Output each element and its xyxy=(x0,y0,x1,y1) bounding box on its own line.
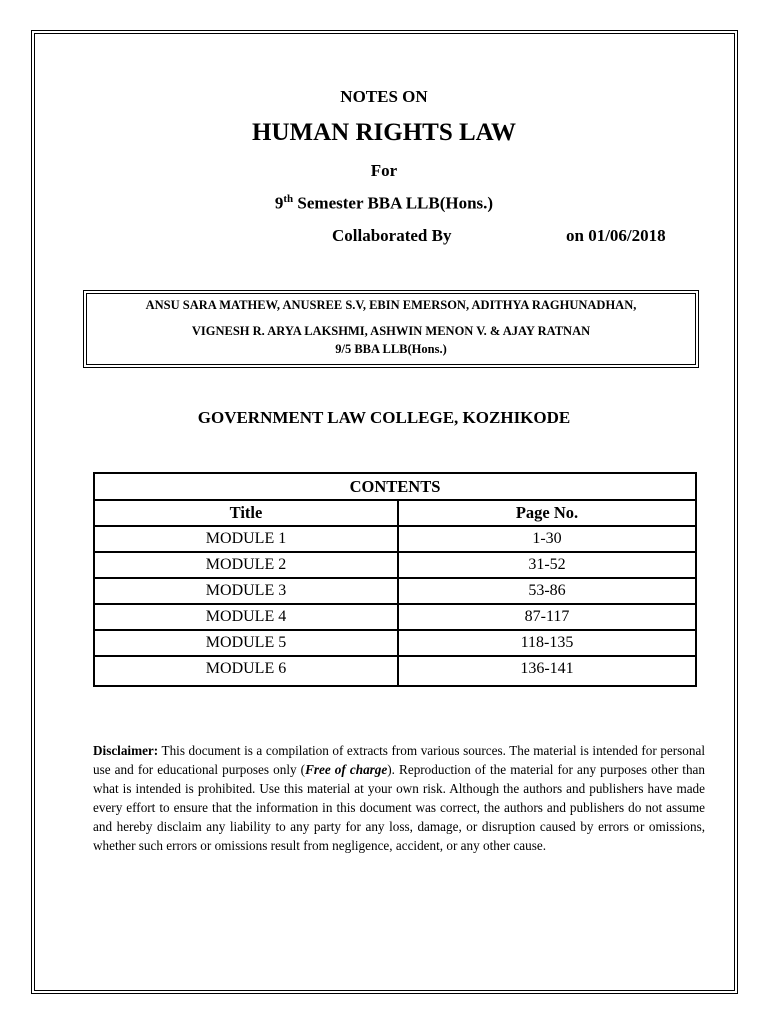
authors-box xyxy=(83,290,699,368)
contents-table xyxy=(93,472,697,687)
table-row xyxy=(94,552,696,578)
module-pages: 1-30 xyxy=(398,526,696,552)
module-title: MODULE 5 xyxy=(94,630,398,656)
collaborated-by-label: Collaborated By xyxy=(332,226,452,245)
column-header-page: Page No. xyxy=(398,500,696,526)
authors-line-1: ANSU SARA MATHEW, ANUSREE S.V, EBIN EMERSON, ADITHYA RAGHUNADHAN, xyxy=(145,298,637,312)
module-title: MODULE 3 xyxy=(94,578,398,604)
module-pages: 87-117 xyxy=(398,604,696,630)
module-title: MODULE 1 xyxy=(94,526,398,552)
disclaimer-text-2: ). Reproduction of the material for any purposes other than what is intended is prohibited. Use this material at your own risk. Although the authors and publishers have made every effort to ensure that the information in this document was correct, the authors and publishers do not assume and hereby disclaim any liability to any party for any loss, damage, or disruption caused by errors or omissions, whether such errors or omissions result from negligence, accident, or any other cause. xyxy=(93,762,706,853)
semester-number: 9 xyxy=(274,193,284,213)
table-row xyxy=(94,604,696,630)
semester-line xyxy=(0,193,768,214)
college-name: GOVERNMENT LAW COLLEGE, KOZHIKODE xyxy=(197,408,571,427)
contents-heading: CONTENTS xyxy=(94,473,696,500)
table-row xyxy=(94,526,696,552)
table-row xyxy=(94,630,696,656)
module-pages: 31-52 xyxy=(398,552,696,578)
disclaimer-label: Disclaimer: xyxy=(93,743,159,758)
authors-class: 9/5 BBA LLB(Hons.) xyxy=(335,342,447,356)
document-title: HUMAN RIGHTS LAW xyxy=(252,119,516,146)
semester-text: Semester BBA LLB(Hons.) xyxy=(293,193,494,213)
table-row xyxy=(94,578,696,604)
notes-on-heading: NOTES ON xyxy=(340,87,428,106)
disclaimer-emphasis: Free of charge xyxy=(305,762,388,777)
module-pages: 136-141 xyxy=(398,656,696,686)
collaboration-date: on 01/06/2018 xyxy=(566,226,666,245)
authors-line-2: VIGNESH R. ARYA LAKSHMI, ASHWIN MENON V. & AJAY RATNAN xyxy=(191,324,591,338)
module-title: MODULE 4 xyxy=(94,604,398,630)
for-label: For xyxy=(370,161,398,180)
disclaimer-text-1: This document is a compilation of extracts from various sources. The material is intended for personal use and for educational purposes only ( xyxy=(93,743,705,777)
column-header-title: Title xyxy=(94,500,398,526)
disclaimer-paragraph xyxy=(93,741,705,855)
module-pages: 53-86 xyxy=(398,578,696,604)
module-pages: 118-135 xyxy=(398,630,696,656)
table-row xyxy=(94,656,696,686)
module-title: MODULE 6 xyxy=(94,656,398,686)
module-title: MODULE 2 xyxy=(94,552,398,578)
semester-suffix: th xyxy=(283,193,294,205)
